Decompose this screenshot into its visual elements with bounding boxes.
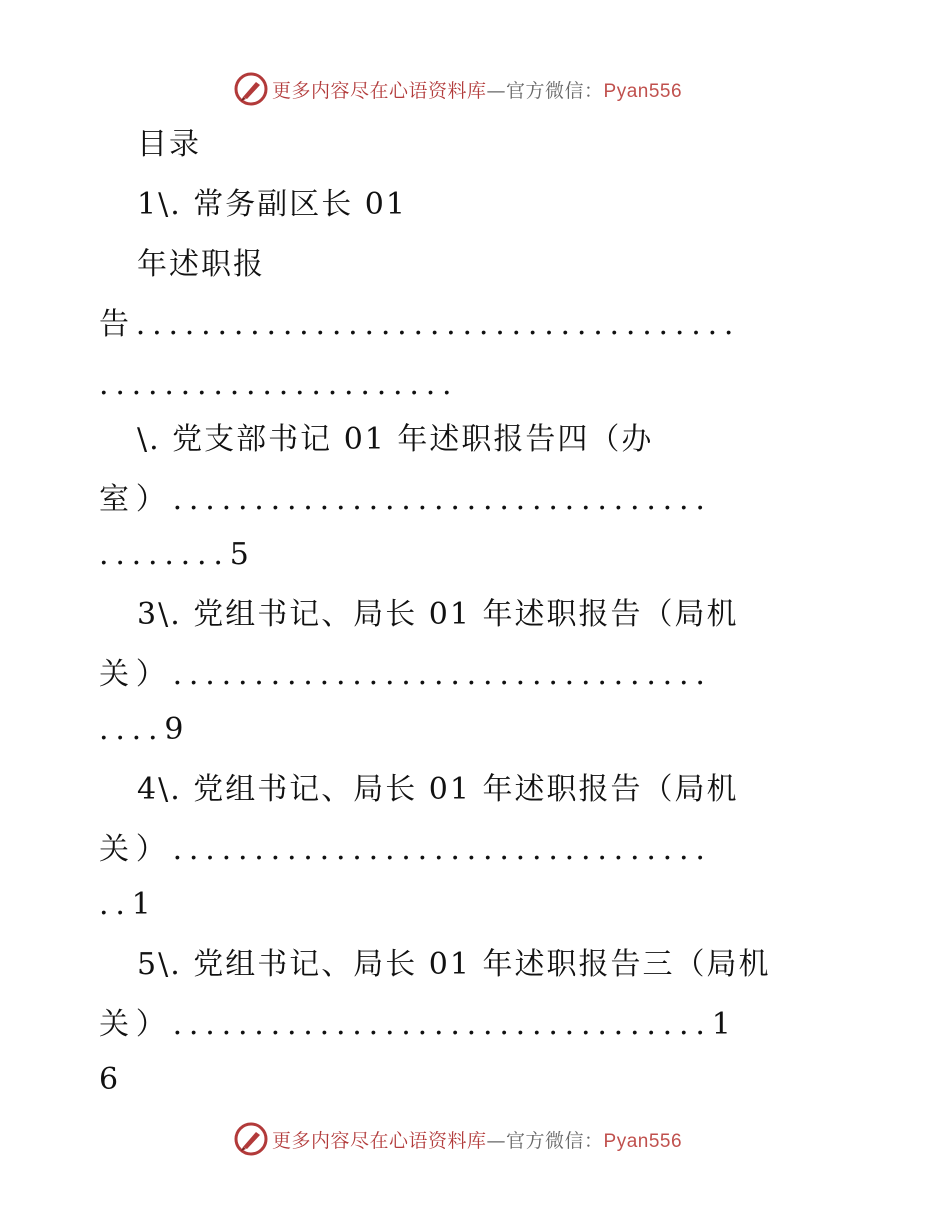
toc-title: 目录 (137, 127, 201, 162)
toc-entry-1-leader-cont: ...................... (99, 367, 459, 402)
toc-entry-1-leader: 告..................................... (99, 307, 741, 342)
toc-entry-4-line-1: 4\. 党组书记、局长 01 年述职报告（局机 (137, 772, 739, 807)
toc-entry-3-page: ....9 (99, 712, 191, 747)
header-watermark-banner (234, 71, 682, 107)
toc-entry-1-line-1: 1\. 常务副区长 01 (137, 187, 407, 222)
toc-entry-2-page: ........5 (99, 537, 256, 572)
footer-wechat-label: 官方微信： (506, 1129, 604, 1152)
header-brand-text: 更多内容尽在心语资料库 (272, 79, 487, 102)
header-banner-text (272, 76, 682, 103)
header-dash: — (486, 79, 507, 102)
header-wechat-id: Pyan556 (603, 80, 683, 102)
toc-entry-2-leader: 室）................................. (99, 482, 712, 517)
pen-logo-icon (234, 1122, 268, 1156)
toc-entry-5-page: 6 (99, 1062, 121, 1097)
toc-entry-4-leader: 关）................................. (99, 832, 712, 867)
footer-brand-text: 更多内容尽在心语资料库 (272, 1129, 487, 1152)
toc-entry-5-line-1: 5\. 党组书记、局长 01 年述职报告三（局机 (137, 947, 771, 982)
toc-entry-3-leader: 关）................................. (99, 657, 712, 692)
toc-entry-5-leader: 关）.................................1 (99, 1007, 738, 1042)
header-wechat-label: 官方微信： (506, 79, 604, 102)
footer-watermark-banner (234, 1121, 682, 1157)
footer-dash: — (486, 1129, 507, 1152)
toc-entry-1-line-2: 年述职报 (137, 247, 265, 282)
footer-wechat-id: Pyan556 (603, 1130, 683, 1152)
pen-logo-icon (234, 72, 268, 106)
toc-entry-4-page: ..1 (99, 887, 158, 922)
toc-entry-2-line-1: \. 党支部书记 01 年述职报告四（办 (137, 422, 654, 457)
footer-banner-text (272, 1126, 682, 1153)
toc-entry-3-line-1: 3\. 党组书记、局长 01 年述职报告（局机 (137, 597, 739, 632)
